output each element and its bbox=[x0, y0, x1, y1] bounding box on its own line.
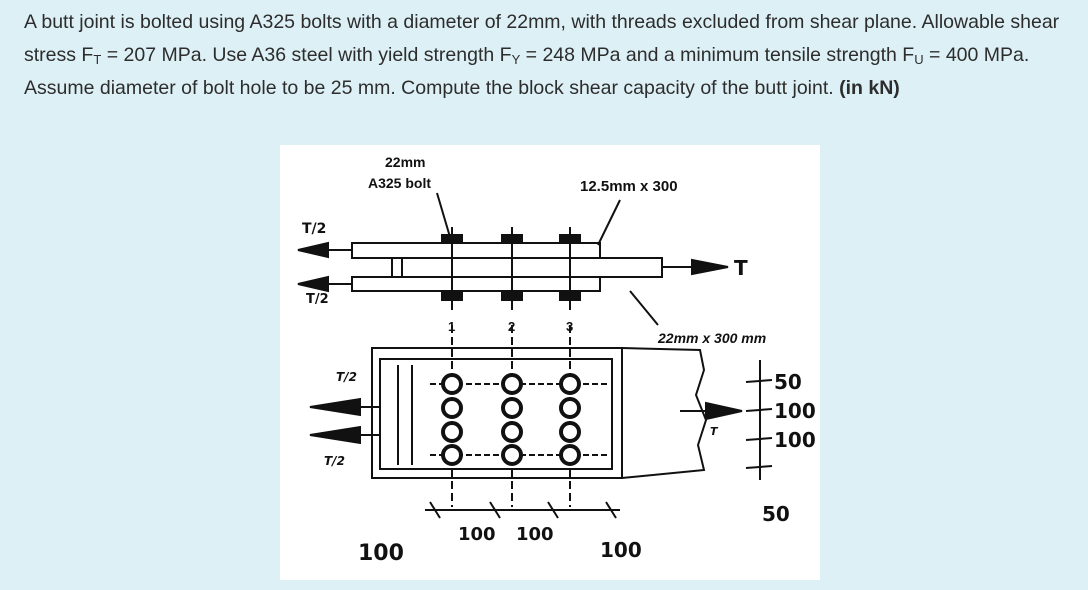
dim-bottom-100-a: 100 bbox=[358, 541, 404, 566]
elevation-view bbox=[298, 193, 728, 325]
bolt-1-elevation bbox=[442, 227, 462, 310]
bolt-hole bbox=[503, 399, 521, 417]
splice-plate-label: 12.5mm x 300 bbox=[580, 178, 678, 195]
bolt-diameter-label: 22mm bbox=[385, 154, 426, 170]
question-part-1: A butt joint is bolted using A325 bolts with a diameter of 22mm, with threads excluded from shear plane. Allowable shear stress F bbox=[24, 11, 1060, 66]
plan-load-top-label: T/2 bbox=[336, 370, 357, 384]
plan-view bbox=[310, 325, 772, 518]
bolt-row-2-label: 2 bbox=[508, 319, 516, 334]
bottom-splice-plate bbox=[352, 277, 600, 291]
dim-right-50-bottom: 50 bbox=[762, 502, 790, 526]
question-part-3: = 248 MPa and a minimum tensile strength F bbox=[520, 44, 915, 66]
dim-right-50-top: 50 bbox=[774, 370, 802, 394]
bolt-type-label: A325 bolt bbox=[368, 175, 432, 191]
bolt-hole bbox=[503, 423, 521, 441]
bolt-3-elevation bbox=[560, 227, 580, 310]
right-main-plate bbox=[402, 258, 662, 277]
bolt-hole bbox=[503, 446, 521, 464]
load-full-label: T bbox=[734, 256, 748, 280]
bolt-hole bbox=[561, 399, 579, 417]
dim-right-100-a: 100 bbox=[774, 399, 816, 423]
bolt-row-1-label: 1 bbox=[448, 319, 456, 334]
bolt-hole bbox=[561, 375, 579, 393]
dim-bottom-100-b: 100 bbox=[458, 524, 496, 545]
plan-bolts bbox=[443, 375, 579, 464]
load-half-bottom-label: T/2 bbox=[306, 292, 329, 307]
question-part-2: = 207 MPa. Use A36 steel with yield strength F bbox=[101, 44, 512, 66]
dim-bottom-100-c: 100 bbox=[516, 524, 554, 545]
question-part-4: = 400 MPa. Assume diameter of bolt hole to be 25 mm. Compute the block shear capacity of the butt joint. bbox=[24, 44, 1030, 99]
bolt-hole bbox=[443, 423, 461, 441]
subscript-y: Y bbox=[511, 52, 521, 67]
top-splice-plate bbox=[352, 243, 600, 258]
bolt-hole bbox=[443, 446, 461, 464]
dim-right-100-b: 100 bbox=[774, 428, 816, 452]
question-text bbox=[24, 6, 1074, 105]
load-half-top-label: T/2 bbox=[302, 221, 327, 237]
bolt-2-elevation bbox=[502, 227, 522, 310]
plan-load-right-label: T bbox=[710, 425, 718, 438]
bolt-hole bbox=[503, 375, 521, 393]
plan-main-plate bbox=[372, 348, 622, 478]
bolt-hole bbox=[561, 446, 579, 464]
main-plate-label: 22mm x 300 mm bbox=[658, 330, 767, 346]
plan-load-bottom-label: T/2 bbox=[324, 454, 345, 468]
subscript-t: T bbox=[93, 52, 102, 67]
dim-bottom-100-d: 100 bbox=[600, 538, 642, 562]
bolt-row-3-label: 3 bbox=[566, 319, 574, 334]
butt-joint-drawing bbox=[280, 145, 820, 580]
bolt-hole bbox=[443, 399, 461, 417]
bolt-hole bbox=[443, 375, 461, 393]
butt-joint-figure bbox=[280, 145, 820, 580]
subscript-u: U bbox=[914, 52, 924, 67]
bolt-hole bbox=[561, 423, 579, 441]
unit-hint: (in kN) bbox=[839, 77, 900, 99]
